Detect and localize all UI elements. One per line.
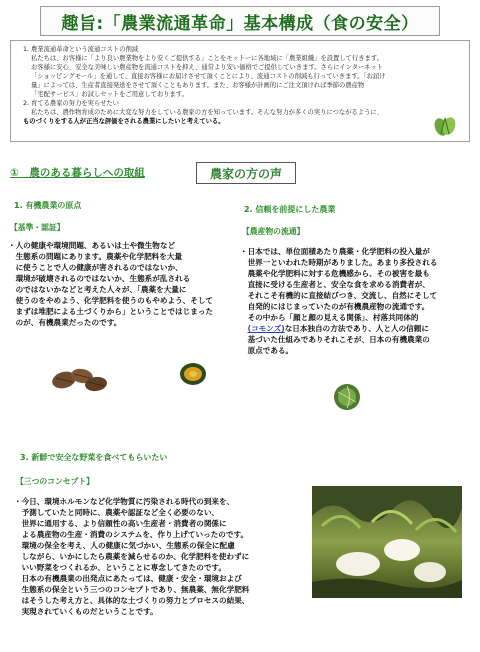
text-line: 世界に通用する、より信頼性の高い生産者・消費者の関係に — [14, 519, 227, 528]
farmer-voice-title: 農家の方の声 — [196, 162, 296, 184]
intro-item1-line: 私たちは、お客様に「より良い農業物をより安くご提供する」ことをモットーに各地域に「農業組織」を設置して行きます。 — [31, 55, 383, 62]
text-line: 環境の保全を考え、人の健康に気づかい、生態系の保全に配慮 — [14, 541, 235, 550]
right-column-text — [240, 246, 437, 356]
radish-field-photo — [312, 486, 462, 598]
intro-item2-heading: 2. 育てる農家の努力を実らせたい — [23, 100, 119, 107]
text-line: まずは堆肥による土づくりから」ということではじまった — [8, 307, 214, 316]
commons-link[interactable]: (コモンズ) — [247, 324, 285, 333]
text-line: に使うことで人の健康が害されるのではないか、 — [8, 263, 183, 272]
page-title: 趣旨:「農業流通革命」基本構成（食の安全） — [40, 6, 440, 36]
intro-item2-line: 私たちは、農作物育成のために大変な努力をしている農家の方を知っています。そんな努力が多くの実りにつながるように、 — [31, 109, 383, 116]
text-line: いい野菜をつくれるか、ということに専念してきたのです。 — [14, 563, 227, 572]
intro-item1-line: 「宅配サービス」お試しセットをご用意しております。 — [31, 91, 188, 98]
right-column-tag: 【農産物の流通】 — [242, 227, 305, 236]
text-line: その中から「顔と顔の見える関係」、村落共同体的 — [240, 313, 419, 322]
text-line: 日本の有機農業の出発点にあたっては、健康・安全・環境および — [14, 574, 242, 583]
text-line: それこそ有機的に直接結びつき、交流し、自然にそして — [240, 291, 438, 300]
intro-item1-line: お客様に安心、安全な美味しい農産物を流通コストを抑え、通常より安い価格でご提供していきます。さらにインターネット — [31, 64, 383, 71]
text-line: 農薬や化学肥料に対する危機感から、その被害を最も — [240, 269, 430, 278]
radish-field-illustration — [312, 486, 462, 598]
text-line: 原点である。 — [240, 346, 294, 355]
text-line: 生態系の保全という三つのコンセプトであり、無農薬、無化学肥料 — [14, 585, 250, 594]
text-fragment: な日本独自の方法であり、人と人の信頼に — [284, 324, 429, 333]
section-heading: ① 農のある暮らしへの取組 — [10, 167, 145, 179]
text-line: 基づいた仕組みでありそれこそが、日本の有機農業の — [240, 335, 430, 344]
right-column-heading: 2. 信頼を前提にした農業 — [244, 205, 336, 214]
text-line: 環境が破壊されるのではないか、生態系が乱される — [8, 274, 191, 283]
intro-item1-line: 量」によっては、生産者直接発送をさせて頂くこともあります。また、お客様が計画的にご注文頂ければ季節の農産物 — [31, 82, 365, 89]
text-line: 直接に受ける生産者と、安全な食を求める消費者が、 — [240, 280, 430, 289]
taro-vegetable-icon — [50, 366, 110, 394]
text-line: 実現されていくものだということです。 — [14, 607, 158, 616]
text-line: ・今日、環境ホルモンなど化学物質に汚染される時代の到来を、 — [14, 497, 235, 506]
text-line: のではないかなどと考えた人々が、「農薬を大量に — [8, 285, 187, 294]
text-line: 生態系の問題にあります。農薬や化学肥料を大量 — [8, 252, 183, 261]
left-column-heading: 1. 有機農業の原点 — [14, 201, 82, 210]
left-column-tag: 【基準・認証】 — [10, 223, 65, 232]
text-line: 使うのをやめよう、化学肥料を使うのもやめよう、そして — [8, 296, 214, 305]
text-line: よる農産物の生産・消費のシステムを、作り上げていったのです。 — [14, 530, 249, 539]
text-line: ・人の健康や環境問題、あるいは土や微生物など — [8, 241, 176, 250]
intro-item1-heading: 1. 農業流通革命という流通コストの削減 — [23, 46, 139, 53]
cabbage-icon — [332, 382, 362, 412]
text-line: のが、有機農業だったのです。 — [8, 318, 122, 327]
text-line: はそうした考え方と、具体的な土づくりの努力とプロセスの結果、 — [14, 596, 250, 605]
section3-tag: 【三つのコンセプト】 — [16, 477, 94, 486]
pumpkin-icon — [178, 360, 208, 386]
text-line: 予測していたと同時に、農薬や認証など全く必要のない、 — [14, 508, 220, 517]
text-line — [240, 323, 437, 334]
section3-heading: 3. 新鮮で安全な野菜を食べてもらいたい — [20, 453, 168, 462]
left-column-text — [8, 240, 213, 328]
intro-item1-line: 「ショッピングモール」を通して、直接お客様にお届けさせて頂くことにより、流通コストの削減も行っていきます。「お届け — [31, 73, 386, 80]
intro-item2-line: ものづくりをする人が正当な評価をされる農業にしたいと考えている。 — [23, 118, 225, 125]
leafy-vegetable-icon — [432, 112, 458, 138]
text-line: ・日本では、単位面積あたり農薬・化学肥料の投入量が — [240, 247, 430, 256]
text-line: 世界一といわれた時期がありました。あまり多投される — [240, 258, 438, 267]
intro-box — [10, 40, 470, 142]
text-line: しながら、いかにしたら農薬を減らせるのか、化学肥料を使わずに — [14, 552, 250, 561]
section3-text — [14, 496, 249, 617]
text-line: 自発的にはじまっていたのが有機農産物の流通です。 — [240, 302, 430, 311]
